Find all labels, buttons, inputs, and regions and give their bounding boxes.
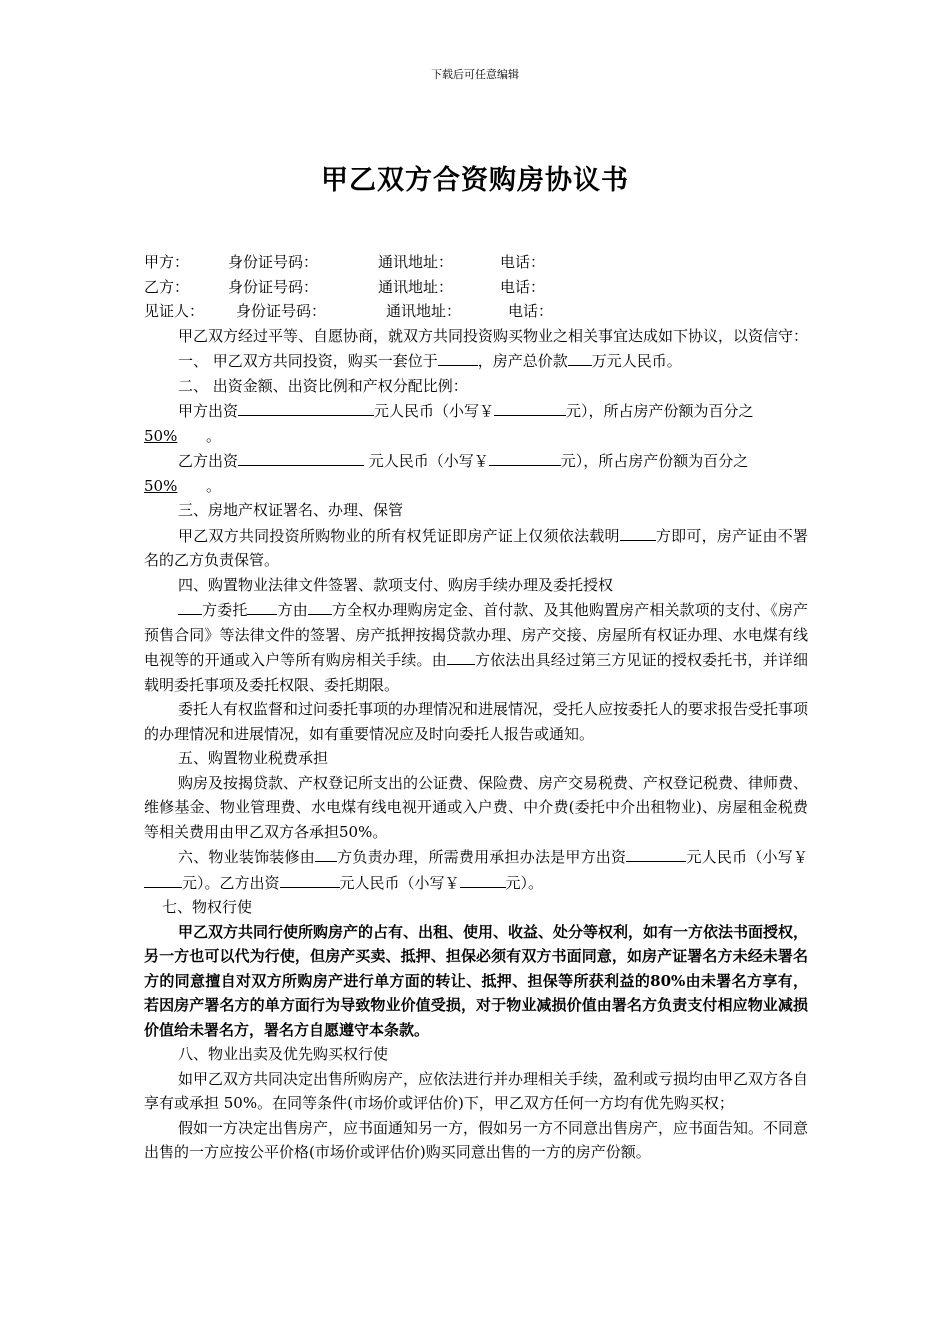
clause-text: 元人民币（小写￥: [374, 402, 495, 420]
clause-text: 元人民币（小写￥: [339, 873, 460, 892]
blank-amount-small: [494, 398, 566, 416]
blank-amount-small: [144, 870, 182, 888]
clause-4-paragraph-2: 委托人有权监督和过问委托事项的办理情况和进展情况，受托人应按委托人的要求报告受托事项的办理情况和进展情况，如有重要情况应及时向委托人报告或通知。: [144, 700, 809, 743]
document-title: 甲乙双方合资购房协议书: [321, 165, 629, 196]
clause-2-party-a: [144, 398, 808, 424]
intro-paragraph: 甲乙双方经过平等、自愿协商，就双方共同投资购买物业之相关事宜达成如下协议，以资信守：: [178, 326, 809, 345]
clause-text: 甲乙双方共同投资所购物业的所有权凭证即房产证上仅须依法载明: [178, 526, 620, 545]
clause-2-party-b-pct: [144, 474, 808, 499]
clause-2-party-b: [144, 448, 808, 474]
clause-text: 方即可，房产证由不署名的乙方负责保管。: [144, 526, 808, 569]
blank-party: [620, 523, 656, 541]
clause-1: [144, 348, 808, 374]
blank-price: [568, 348, 592, 366]
share-percent: 50%: [144, 426, 178, 445]
party-addr-label: 通讯地址：: [386, 302, 462, 320]
clause-text: 方负责办理，所需费用承担办法是甲方出资: [336, 848, 627, 866]
clause-text: 方委托: [202, 601, 248, 619]
clause-text: 方依法出具经过第三方见证的授权委托书，并详细载明委托事项及委托权限、委托期限。: [144, 651, 808, 694]
party-role: 见证人：: [144, 302, 205, 320]
clause-2-title: 二、 出资金额、出资比例和产权分配比例：: [178, 376, 468, 395]
clause-3: [144, 523, 808, 573]
clause-text: ，房产总价款: [477, 352, 568, 370]
party-id-label: 身份证号码：: [228, 253, 319, 271]
clause-text: 方全权办理购房定金、首付款、及其他购置房产相关款项的支付、《房产预售合同》等法律文件的签署、房产抵押按揭贷款办理、房产交接、房屋所有权证办理、水电煤有线电视等的开通或入户等所有购房相关手续。由: [144, 601, 808, 669]
clause-text: 乙方出资: [178, 452, 239, 470]
clause-text: 元）。: [505, 873, 544, 892]
blank-amount-small: [489, 448, 561, 466]
clause-6: [144, 844, 808, 895]
clause-7-title: 七、物权行使: [162, 898, 253, 916]
clause-text: 一、 甲乙双方共同投资，购买一套位于: [178, 352, 438, 370]
party-tel-label: 电话：: [500, 277, 546, 296]
clause-5-title: 五、购置物业税费承担: [178, 749, 329, 767]
clause-text: 元）。乙方出资: [182, 873, 280, 892]
clause-text: 甲方出资: [178, 402, 239, 420]
clause-5: 购房及按揭贷款、产权登记所支出的公证费、保险费、房产交易税费、产权登记税费、律师费、维修基金、物业管理费、水电煤有线电视开通或入户费、中介费(委托中介出租物业)、房屋租金税费等相关费用由甲乙双方各承担50%。: [144, 773, 809, 841]
party-role: 乙方：: [144, 277, 190, 296]
blank-party: [247, 597, 277, 615]
clause-text: 六、物业装饰装修由: [178, 848, 315, 866]
document-body: [144, 250, 808, 1165]
blank-amount: [238, 448, 364, 466]
clause-text: 。: [206, 426, 222, 445]
clause-8-title: 八、物业出卖及优先购买权行使: [178, 1045, 389, 1063]
party-tel-label: 电话：: [500, 253, 546, 271]
clause-text: 元人民币（小写￥: [686, 848, 808, 866]
clause-text: 元），所占房产份额为百分之: [566, 402, 754, 420]
clause-text: 元人民币（小写￥: [364, 452, 489, 470]
clause-text: 万元人民币。: [591, 352, 682, 370]
header-note: 下载后可任意编辑: [431, 68, 519, 81]
party-id-label: 身份证号码：: [236, 302, 327, 320]
party-addr-label: 通讯地址：: [378, 253, 454, 271]
party-row-witness: [144, 299, 808, 324]
clause-text: 元），所占房产份额为百分之: [560, 452, 749, 470]
blank-party: [178, 597, 202, 615]
blank-party: [447, 647, 475, 665]
blank-location: [438, 348, 478, 366]
clause-text: 。: [206, 476, 222, 495]
clause-4-title: 四、购置物业法律文件签署、款项支付、购房手续办理及委托授权: [178, 575, 614, 594]
blank-amount: [280, 870, 340, 888]
party-id-label: 身份证号码：: [228, 277, 319, 296]
party-row-a: [144, 250, 808, 275]
share-percent: 50%: [144, 476, 178, 495]
party-role: 甲方：: [144, 253, 190, 271]
blank-amount: [238, 398, 374, 416]
clause-8-paragraph-2: 假如一方决定出售房产，应书面通知另一方，假如另一方不同意出售房产，应书面告知。不同意出售的一方应按公平价格(市场价或评估价)购买同意出售的一方的房产份额。: [144, 1118, 809, 1161]
blank-amount: [626, 844, 686, 862]
party-tel-label: 电话：: [508, 302, 554, 320]
party-addr-label: 通讯地址：: [378, 277, 454, 296]
clause-2-party-a-pct: [144, 424, 808, 449]
blank-party: [315, 844, 337, 862]
clause-text: 方由: [277, 601, 308, 619]
blank-amount-small: [460, 870, 506, 888]
party-row-b: [144, 275, 808, 300]
clause-3-title: 三、房地产权证署名、办理、保管: [178, 501, 404, 519]
blank-party: [308, 597, 332, 615]
clause-7: 甲乙双方共同行使所购房产的占有、出租、使用、收益、处分等权利，如有一方依法书面授权，另一方也可以代为行使，但房产买卖、抵押、担保必须有双方书面同意，如房产证署名方未经未署名方的同意擅自对双方所购房产进行单方面的转让、抵押、担保等所获利益的80%由未署名方享有，若因房产署名方的单方面行为导致物业价值受损，对于物业减损价值由署名方负责支付相应物业减损价值给未署名方，署名方自愿遵守本条款。: [144, 922, 809, 1039]
clause-8-paragraph-1: 如甲乙双方共同决定出售所购房产，应依法进行并办理相关手续，盈利或亏损均由甲乙双方各自享有或承担 50%。在同等条件(市场价或评估价)下，甲乙双方任何一方均有优先购买权；: [144, 1069, 809, 1112]
clause-4: [144, 597, 808, 697]
